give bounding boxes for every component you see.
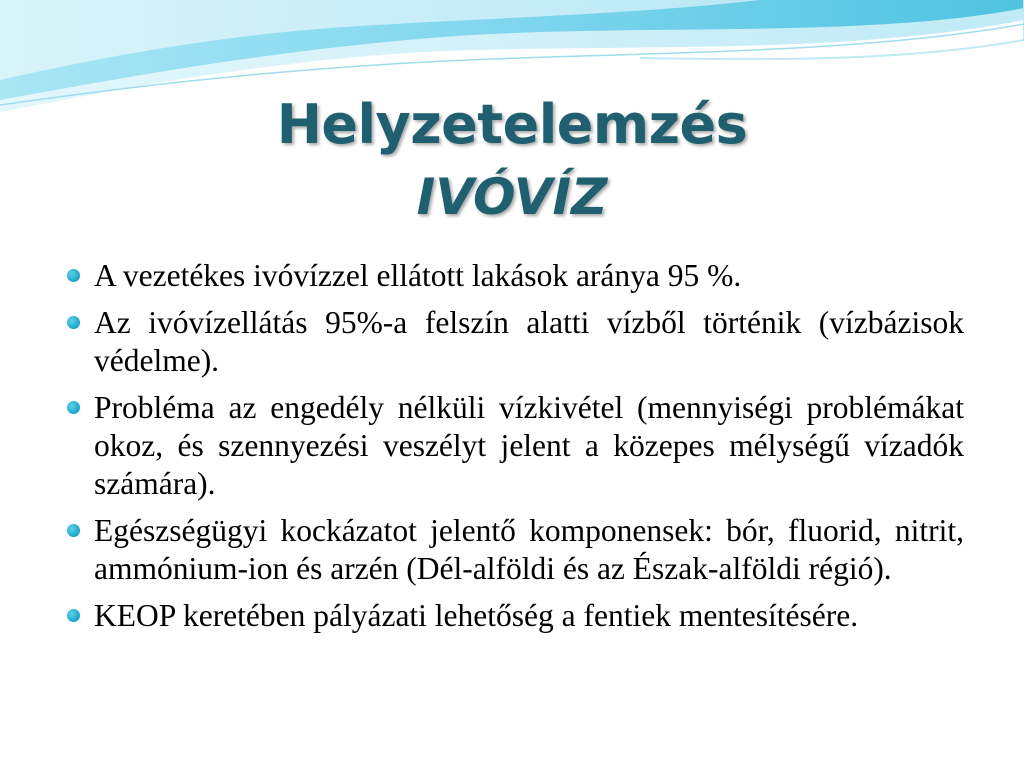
bullet-dot-icon bbox=[67, 269, 80, 282]
bullet-text: Egészségügyi kockázatot jelentő komponensek: bór, fluorid, nitrit, ammónium-ion és arzén (Dél-alföldi és az Észak-alföldi régió). bbox=[94, 513, 964, 586]
bullet-item bbox=[94, 512, 964, 588]
bullet-dot-icon bbox=[67, 401, 80, 414]
bullet-dot-icon bbox=[67, 316, 80, 329]
bullet-item bbox=[94, 597, 964, 635]
slide-subtitle: IVÓVÍZ bbox=[416, 168, 608, 226]
slide-title: Helyzetelemzés bbox=[276, 93, 748, 156]
bullet-dot-icon bbox=[67, 524, 80, 537]
bullet-text: KEOP keretében pályázati lehetőség a fentiek mentesítésére. bbox=[94, 598, 859, 633]
bullet-dot-icon bbox=[67, 609, 80, 622]
bullet-text: A vezetékes ivóvízzel ellátott lakások aránya 95 %. bbox=[94, 258, 742, 293]
bullet-text: Az ivóvízellátás 95%-a felszín alatti vízből történik (vízbázisok védelme). bbox=[94, 305, 964, 378]
bullet-item bbox=[94, 304, 964, 380]
bullet-list bbox=[94, 257, 964, 644]
bullet-text: Probléma az engedély nélküli vízkivétel (mennyiségi problémákat okoz, és szennyezési veszélyt jelent a közepes mélységű vízadók számára). bbox=[94, 390, 964, 501]
title-block bbox=[0, 86, 1024, 230]
bullet-item bbox=[94, 257, 964, 295]
bullet-item bbox=[94, 389, 964, 503]
